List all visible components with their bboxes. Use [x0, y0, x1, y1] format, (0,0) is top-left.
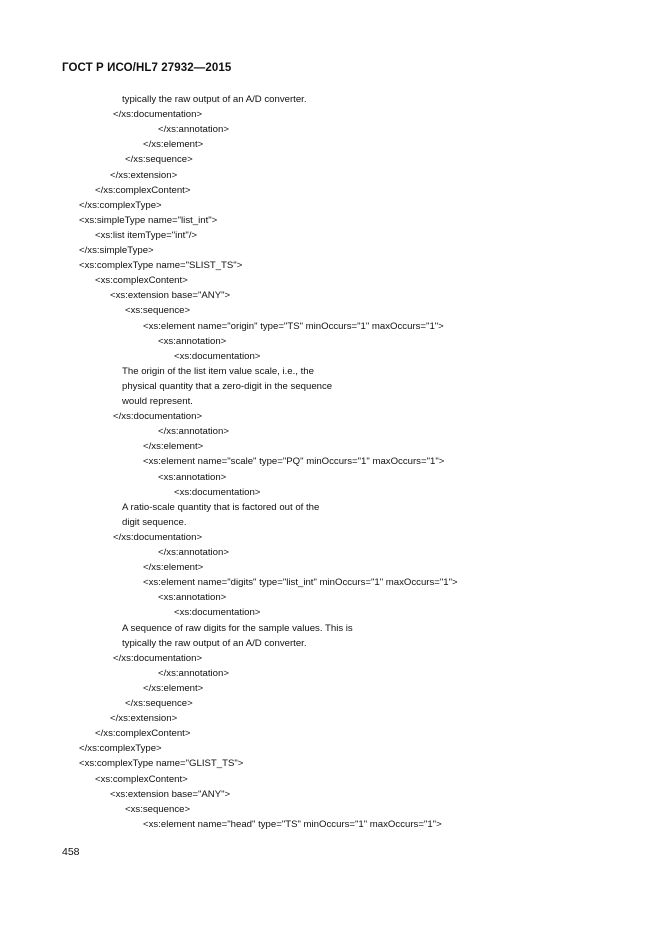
code-line: </xs:annotation> — [158, 426, 229, 438]
page-number: 458 — [62, 846, 80, 858]
code-line: </xs:complexType> — [79, 199, 162, 211]
code-line: </xs:extension> — [110, 169, 178, 181]
code-line: <xs:list itemType="int"/> — [95, 229, 197, 241]
code-line: <xs:annotation> — [158, 471, 227, 483]
code-line: The origin of the list item value scale, i.e., the — [122, 365, 314, 377]
code-line: </xs:annotation> — [158, 547, 229, 558]
code-line: </xs:documentation> — [113, 531, 203, 543]
code-line: digit sequence. — [122, 516, 187, 528]
code-line: typically the raw output of an A/D converter. — [122, 94, 307, 105]
code-line: <xs:annotation> — [158, 592, 227, 604]
code-line: <xs:annotation> — [158, 335, 227, 347]
code-line: would represent. — [122, 396, 193, 407]
code-line: </xs:element> — [143, 139, 204, 151]
code-line: </xs:complexContent> — [95, 728, 191, 740]
code-line: </xs:documentation> — [113, 411, 203, 423]
code-line: <xs:complexType name="SLIST_TS"> — [79, 260, 243, 272]
code-line: <xs:documentation> — [174, 607, 261, 619]
code-line: <xs:extension base="ANY"> — [110, 290, 231, 302]
code-line: </xs:sequence> — [125, 698, 193, 709]
code-line: </xs:complexType> — [79, 743, 162, 755]
code-line: <xs:element name="head" type="TS" minOccurs="1" maxOccurs="1"> — [143, 818, 442, 830]
code-line: A ratio-scale quantity that is factored out of the — [122, 501, 320, 513]
code-line: <xs:element name="scale" type="PQ" minOccurs="1" maxOccurs="1"> — [143, 456, 445, 468]
code-line: <xs:sequence> — [125, 305, 191, 317]
code-line: physical quantity that a zero-digit in the sequence — [122, 380, 333, 392]
code-line: </xs:extension> — [110, 713, 178, 725]
code-line: </xs:documentation> — [113, 652, 203, 664]
code-line: A sequence of raw digits for the sample values. This is — [122, 622, 353, 634]
code-line: <xs:documentation> — [174, 486, 261, 498]
code-line: <xs:simpleType name="list_int"> — [79, 214, 218, 226]
code-line: </xs:simpleType> — [79, 245, 154, 256]
code-line: </xs:documentation> — [113, 109, 203, 121]
code-line: <xs:element name="digits" type="list_int" minOccurs="1" maxOccurs="1"> — [143, 577, 458, 589]
code-line: <xs:extension base="ANY"> — [110, 788, 231, 800]
code-line: <xs:element name="origin" type="TS" minOccurs="1" maxOccurs="1"> — [143, 320, 444, 332]
code-line: </xs:element> — [143, 562, 204, 574]
code-line: <xs:documentation> — [174, 350, 261, 362]
code-line: typically the raw output of an A/D converter. — [122, 637, 307, 649]
code-line: <xs:complexType name="GLIST_TS"> — [79, 758, 244, 770]
code-line: </xs:element> — [143, 441, 204, 453]
code-line: </xs:element> — [143, 682, 204, 694]
page-header: ГОСТ Р ИСО/HL7 27932—2015 — [62, 62, 232, 74]
code-line: </xs:annotation> — [158, 124, 229, 136]
code-line: <xs:complexContent> — [95, 773, 188, 785]
code-line: </xs:complexContent> — [95, 184, 191, 196]
code-line: <xs:sequence> — [125, 803, 191, 815]
code-line: </xs:annotation> — [158, 667, 229, 679]
code-line: <xs:complexContent> — [95, 275, 188, 287]
code-line: </xs:sequence> — [125, 154, 193, 166]
